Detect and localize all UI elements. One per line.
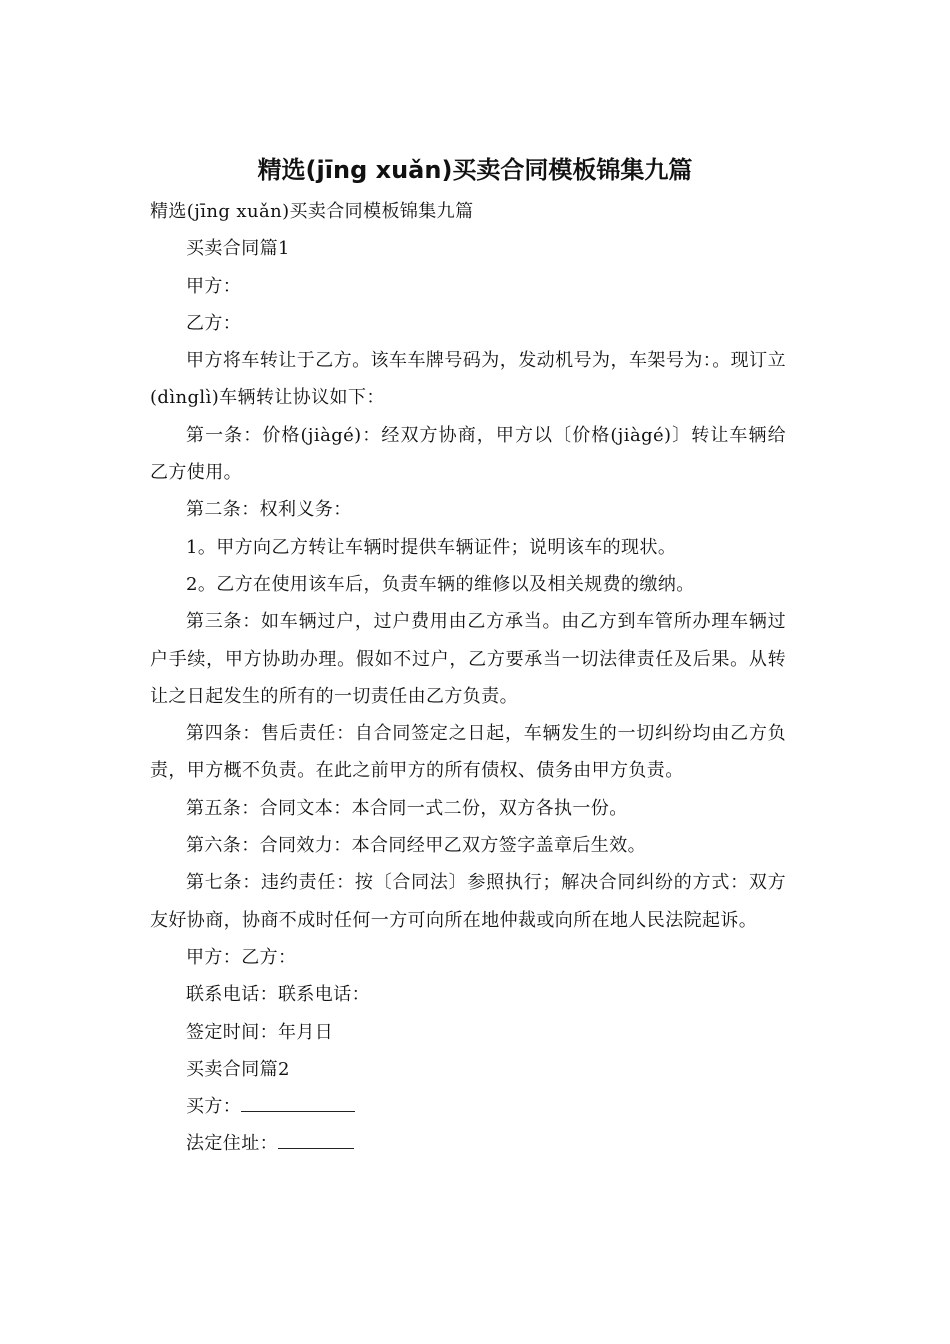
signature-phones: 联系电话：联系电话：	[186, 984, 370, 1006]
clause-4: 第四条：售后责任：自合同签定之日起，车辆发生的一切纠纷均由乙方负责，甲方概不负责。在此之前甲方的所有债权、债务由甲方负责。	[150, 723, 786, 782]
clause-3: 第三条：如车辆过户，过户费用由乙方承当。由乙方到车管所办理车辆过户手续，甲方协助办理。假如不过户，乙方要承当一切法律责任及后果。从转让之日起发生的所有的一切责任由乙方负责。	[150, 611, 786, 707]
address-label: 法定住址：	[186, 1133, 278, 1155]
buyer-field	[150, 1088, 786, 1125]
signature-parties: 甲方：乙方：	[186, 946, 297, 968]
buyer-label: 买方：	[186, 1096, 242, 1118]
clause-7: 第七条：违约责任：按〔合同法〕参照执行；解决合同纠纷的方式：双方友好协商，协商不成时任何一方可向所在地仲裁或向所在地人民法院起诉。	[150, 872, 786, 931]
signature-date: 签定时间：年月日	[186, 1021, 334, 1043]
address-field	[150, 1125, 786, 1162]
clause-1: 第一条：价格(jiàgé)：经双方协商，甲方以〔价格(jiàgé)〕转让车辆给乙方使用。	[150, 424, 786, 484]
buyer-blank-line	[241, 1092, 355, 1112]
section-heading-contract-2: 买卖合同篇2	[186, 1058, 290, 1080]
address-blank-line	[278, 1130, 354, 1150]
clause-2-item-2: 2。乙方在使用该车后，负责车辆的维修以及相关规费的缴纳。	[186, 573, 695, 595]
document-body	[150, 193, 786, 1163]
paragraph-intro: 甲方将车转让于乙方。该车车牌号码为，发动机号为，车架号为：。现订立(dìnglì)车辆转让协议如下：	[150, 350, 786, 409]
party-b-label: 乙方：	[186, 312, 242, 334]
clause-2-item-1: 1。甲方向乙方转让车辆时提供车辆证件；说明该车的现状。	[186, 536, 677, 558]
clause-2-heading: 第二条：权利义务：	[186, 499, 352, 521]
clause-5: 第五条：合同文本：本合同一式二份，双方各执一份。	[186, 797, 628, 819]
section-heading-contract-1: 买卖合同篇1	[186, 238, 290, 260]
document-title: 精选(jīng xuǎn)买卖合同模板锦集九篇	[257, 156, 693, 184]
document-subtitle: 精选(jīng xuǎn)买卖合同模板锦集九篇	[150, 201, 474, 222]
clause-6: 第六条：合同效力：本合同经甲乙双方签字盖章后生效。	[186, 835, 646, 857]
party-a-label: 甲方：	[186, 275, 242, 297]
